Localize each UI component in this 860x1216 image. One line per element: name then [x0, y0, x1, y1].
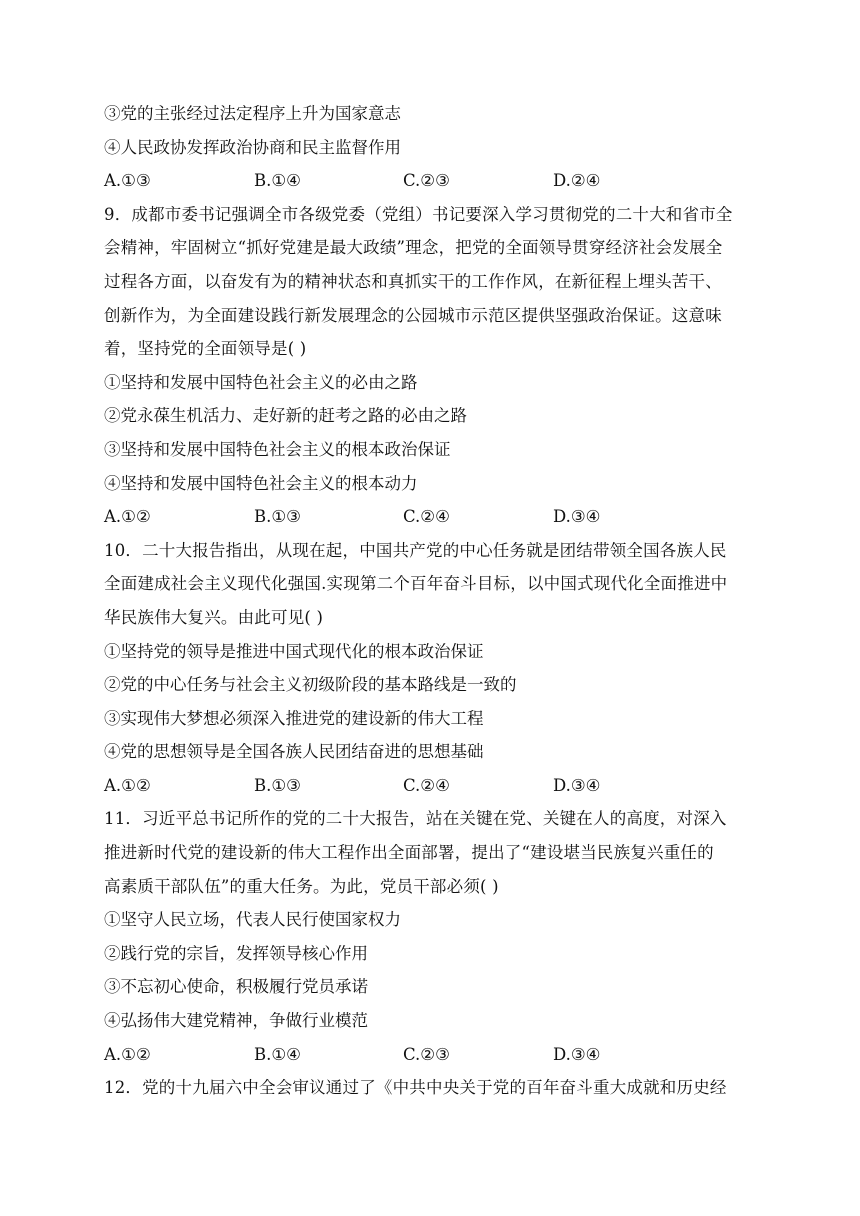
- question-stem-line: 全面建成社会主义现代化强国.实现第二个百年奋斗目标，以中国式现代化全面推进中: [104, 574, 728, 594]
- question-stem-line: 10．二十大报告指出，从现在起，中国共产党的中心任务就是团结带领全国各族人民: [104, 540, 727, 560]
- question-10: [104, 534, 764, 803]
- statement-3: ③党的主张经过法定程序上升为国家意志: [104, 104, 401, 123]
- statement-3: ③实现伟大梦想必须深入推进党的建设新的伟大工程: [104, 708, 484, 728]
- statement-1: ①坚守人民立场，代表人民行使国家权力: [104, 910, 401, 930]
- statement-4: ④人民政协发挥政治协商和民主监督作用: [104, 137, 401, 157]
- answer-options: [104, 164, 764, 198]
- statement-4: ④弘扬伟大建党精神，争做行业模范: [104, 1011, 368, 1031]
- question-stem-line: 高素质干部队伍”的重大任务。为此，党员干部必须( ): [104, 876, 499, 896]
- option-d: D.③④: [553, 1044, 601, 1064]
- question-11: [104, 802, 764, 1071]
- answer-options: [104, 500, 764, 534]
- option-d: D.②④: [553, 171, 601, 191]
- exam-content: [104, 97, 764, 1105]
- option-c: C.②③: [403, 1044, 450, 1064]
- question-stem-line: 过程各方面，以奋发有为的精神状态和真抓实干的工作作风，在新征程上埋头苦干、: [104, 271, 722, 291]
- statement-2: ②践行党的宗旨，发挥领导核心作用: [104, 943, 368, 963]
- statement-1: ①坚持党的领导是推进中国式现代化的根本政治保证: [104, 641, 484, 661]
- option-a: A.①②: [104, 507, 151, 527]
- question-stem-line: 11．习近平总书记所作的党的二十大报告，站在关键在党、关键在人的高度，对深入: [104, 809, 727, 829]
- question-stem-line: 9．成都市委书记强调全市各级党委（党组）书记要深入学习贯彻党的二十大和省市全: [104, 204, 733, 224]
- option-b: B.①④: [254, 171, 301, 191]
- statement-2: ②党永葆生机活力、走好新的赶考之路的必由之路: [104, 406, 467, 426]
- statement-1: ①坚持和发展中国特色社会主义的必由之路: [104, 372, 418, 392]
- option-b: B.①③: [254, 775, 301, 795]
- statement-4: ④坚持和发展中国特色社会主义的根本动力: [104, 473, 418, 493]
- option-a: A.①②: [104, 775, 151, 795]
- answer-options: [104, 769, 764, 803]
- question-stem-line: 华民族伟大复兴。由此可见( ): [104, 607, 324, 627]
- question-stem-line: 会精神，牢固树立“抓好党建是最大政绩”理念，把党的全面领导贯穿经济社会发展全: [104, 238, 723, 258]
- option-a: A.①③: [104, 171, 151, 191]
- option-d: D.③④: [553, 775, 601, 795]
- answer-options: [104, 1038, 764, 1072]
- question-9: [104, 198, 764, 534]
- statement-2: ②党的中心任务与社会主义初级阶段的基本路线是一致的: [104, 675, 517, 695]
- option-b: B.①④: [254, 1044, 301, 1064]
- option-a: A.①②: [104, 1044, 151, 1064]
- question-stem-line: 创新作为，为全面建设践行新发展理念的公园城市示范区提供坚强政治保证。这意味: [104, 305, 722, 325]
- option-b: B.①③: [254, 507, 301, 527]
- question-stem-line: 着，坚持党的全面领导是( ): [104, 339, 307, 359]
- question-12: [104, 1071, 764, 1105]
- question-stem-line: 推进新时代党的建设新的伟大工程作出全面部署，提出了“建设堪当民族复兴重任的: [104, 843, 714, 863]
- option-c: C.②③: [403, 171, 450, 191]
- option-c: C.②④: [403, 507, 450, 527]
- statement-4: ④党的思想领导是全国各族人民团结奋进的思想基础: [104, 742, 484, 762]
- question-stem-line: 12．党的十九届六中全会审议通过了《中共中央关于党的百年奋斗重大成就和历史经: [104, 1078, 727, 1098]
- statement-3: ③不忘初心使命，积极履行党员承诺: [104, 977, 368, 997]
- option-c: C.②④: [403, 775, 450, 795]
- statement-3: ③坚持和发展中国特色社会主义的根本政治保证: [104, 439, 451, 459]
- option-d: D.③④: [553, 507, 601, 527]
